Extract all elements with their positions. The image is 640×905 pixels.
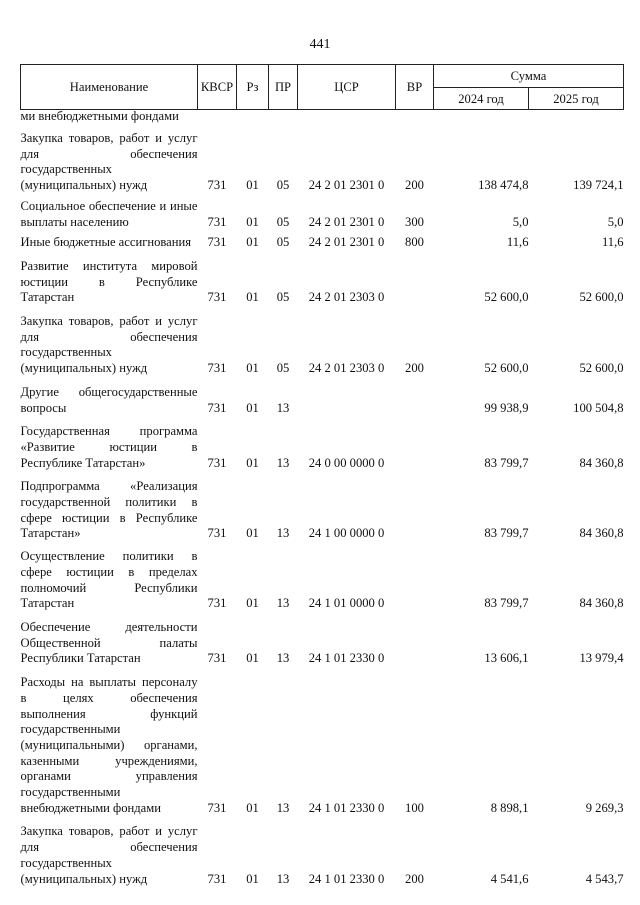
row-kvsr: 731 [207, 178, 227, 193]
row-sum-2025 [529, 110, 624, 124]
header-year-2024: 2024 год [434, 88, 529, 110]
row-rz: 01 [246, 596, 259, 611]
row-vr: 800 [405, 235, 424, 250]
row-pr: 13 [276, 596, 290, 611]
header-vr: ВР [396, 65, 434, 110]
table-row [21, 110, 624, 124]
row-rz: 01 [246, 235, 259, 250]
table-row [21, 542, 624, 612]
row-csr: 24 2 01 2301 0 [308, 178, 385, 193]
table-row [21, 230, 624, 251]
row-sum-2024: 4 541,6 [490, 871, 529, 886]
row-rz: 01 [246, 400, 259, 415]
row-vr: 300 [405, 214, 424, 229]
row-csr: 24 2 01 2301 0 [308, 214, 385, 229]
row-pr: 05 [276, 178, 290, 193]
budget-table [20, 64, 624, 887]
row-kvsr: 731 [207, 235, 227, 250]
header-csr: ЦСР [298, 65, 396, 110]
row-sum-2025: 11,6 [601, 235, 624, 250]
row-kvsr: 731 [207, 400, 227, 415]
row-csr: 24 2 01 2303 0 [308, 361, 385, 376]
row-pr: 05 [276, 361, 290, 376]
row-sum-2025: 84 360,8 [579, 455, 624, 470]
header-year-2025: 2025 год [529, 88, 624, 110]
row-sum-2024: 52 600,0 [484, 290, 529, 305]
row-sum-2025: 5,0 [607, 214, 624, 229]
row-pr: 13 [276, 526, 290, 541]
row-pr: 13 [276, 400, 290, 415]
row-sum-2025: 139 724,1 [573, 178, 624, 193]
row-rz: 01 [246, 178, 259, 193]
header-rz: Рз [237, 65, 269, 110]
row-sum-2024: 83 799,7 [484, 455, 529, 470]
row-vr [396, 110, 434, 124]
row-rz: 01 [246, 290, 259, 305]
row-sum-2024: 13 606,1 [484, 651, 529, 666]
row-name: Государственная программа «Развитие юстиции в Республике Татарстан» [20, 424, 198, 470]
table-row [21, 667, 624, 816]
row-name: Подпрограмма «Реализация государственной политики в сфере юстиции в Республике Татарстан» [20, 479, 198, 541]
row-vr [396, 471, 434, 542]
row-sum-2024: 52 600,0 [484, 361, 529, 376]
table-row [21, 251, 624, 306]
row-csr: 24 2 01 2301 0 [308, 235, 385, 250]
row-sum-2025: 84 360,8 [579, 526, 624, 541]
row-kvsr: 731 [207, 455, 227, 470]
header-name: Наименование [21, 65, 198, 110]
row-name: Расходы на выплаты персоналу в целях обеспечения выполнения функций государственными (муниципальными) органами, казенными учреждениями, органами управления государственными внебюджетными фондами [20, 675, 198, 815]
row-sum-2025: 100 504,8 [573, 400, 624, 415]
row-vr: 100 [405, 800, 424, 815]
row-sum-2025: 84 360,8 [579, 596, 624, 611]
row-rz: 01 [246, 455, 259, 470]
table-row [21, 306, 624, 377]
row-name: Закупка товаров, работ и услуг для обеспечения государственных (муниципальных) нужд [20, 131, 198, 193]
row-pr: 13 [276, 800, 290, 815]
row-pr: 05 [276, 235, 290, 250]
row-kvsr: 731 [207, 871, 227, 886]
row-csr: 24 1 01 2330 0 [308, 800, 385, 815]
row-rz: 01 [246, 526, 259, 541]
header-kvsr: КВСР [198, 65, 237, 110]
row-name: Другие общегосударственные вопросы [20, 384, 198, 415]
row-pr: 13 [276, 871, 290, 886]
row-sum-2024: 11,6 [506, 235, 529, 250]
header-pr: ПР [269, 65, 298, 110]
table-row [21, 612, 624, 667]
row-pr: 05 [276, 214, 290, 229]
row-vr [396, 377, 434, 416]
row-kvsr: 731 [207, 361, 227, 376]
row-rz: 01 [246, 871, 259, 886]
page-number: 441 [309, 37, 331, 52]
table-row [21, 416, 624, 471]
row-kvsr: 731 [207, 800, 227, 815]
row-name: Осуществление политики в сфере юстиции в пределах полномочий Республики Татарстан [20, 549, 198, 611]
row-kvsr: 731 [207, 651, 227, 666]
row-csr: 24 1 01 2330 0 [308, 871, 385, 886]
row-pr: 13 [276, 651, 290, 666]
row-kvsr: 731 [207, 290, 227, 305]
row-vr: 200 [405, 178, 424, 193]
row-sum-2024: 83 799,7 [484, 596, 529, 611]
row-rz: 01 [246, 361, 259, 376]
row-csr [298, 110, 396, 124]
row-csr: 24 1 01 2330 0 [308, 651, 385, 666]
row-vr [396, 416, 434, 471]
row-vr: 200 [405, 361, 424, 376]
row-rz [237, 110, 269, 124]
row-csr [298, 377, 396, 416]
row-sum-2025: 52 600,0 [579, 290, 624, 305]
row-name: Иные бюджетные ассигнования [20, 235, 192, 250]
row-sum-2025: 13 979,4 [579, 651, 624, 666]
row-name: ми внебюджетными фондами [20, 109, 179, 123]
row-pr: 13 [276, 455, 290, 470]
row-sum-2024: 8 898,1 [490, 800, 529, 815]
row-name: Обеспечение деятельности Общественной палаты Республики Татарстан [20, 619, 198, 666]
row-kvsr: 731 [207, 596, 227, 611]
table-row [21, 471, 624, 542]
row-name: Социальное обеспечение и иные выплаты населению [20, 198, 198, 229]
table-row [21, 377, 624, 416]
table-row [21, 123, 624, 194]
row-rz: 01 [246, 214, 259, 229]
row-vr [396, 612, 434, 667]
row-sum-2024: 83 799,7 [484, 526, 529, 541]
row-kvsr [198, 110, 237, 124]
row-sum-2025: 9 269,3 [585, 800, 624, 815]
row-csr: 24 2 01 2303 0 [308, 290, 385, 305]
row-sum-2025: 52 600,0 [579, 361, 624, 376]
row-rz: 01 [246, 651, 259, 666]
row-sum-2025: 4 543,7 [585, 871, 624, 886]
header-sum: Сумма [434, 65, 624, 88]
row-rz: 01 [246, 800, 259, 815]
row-sum-2024: 138 474,8 [478, 178, 529, 193]
row-kvsr: 731 [207, 214, 227, 229]
row-sum-2024 [434, 110, 529, 124]
row-vr [396, 542, 434, 612]
row-name: Закупка товаров, работ и услуг для обеспечения государственных (муниципальных) нужд [20, 824, 198, 886]
row-csr: 24 0 00 0000 0 [308, 455, 385, 470]
row-sum-2024: 99 938,9 [484, 400, 529, 415]
row-sum-2024: 5,0 [512, 214, 529, 229]
table-row [21, 194, 624, 230]
row-name: Закупка товаров, работ и услуг для обеспечения государственных (муниципальных) нужд [20, 314, 198, 376]
row-pr [269, 110, 298, 124]
table-row [21, 816, 624, 887]
row-pr: 05 [276, 290, 290, 305]
row-csr: 24 1 00 0000 0 [308, 526, 385, 541]
row-vr: 200 [405, 871, 424, 886]
row-kvsr: 731 [207, 526, 227, 541]
row-name: Развитие института мировой юстиции в Республике Татарстан [20, 258, 198, 305]
row-vr [396, 251, 434, 306]
row-csr: 24 1 01 0000 0 [308, 596, 385, 611]
